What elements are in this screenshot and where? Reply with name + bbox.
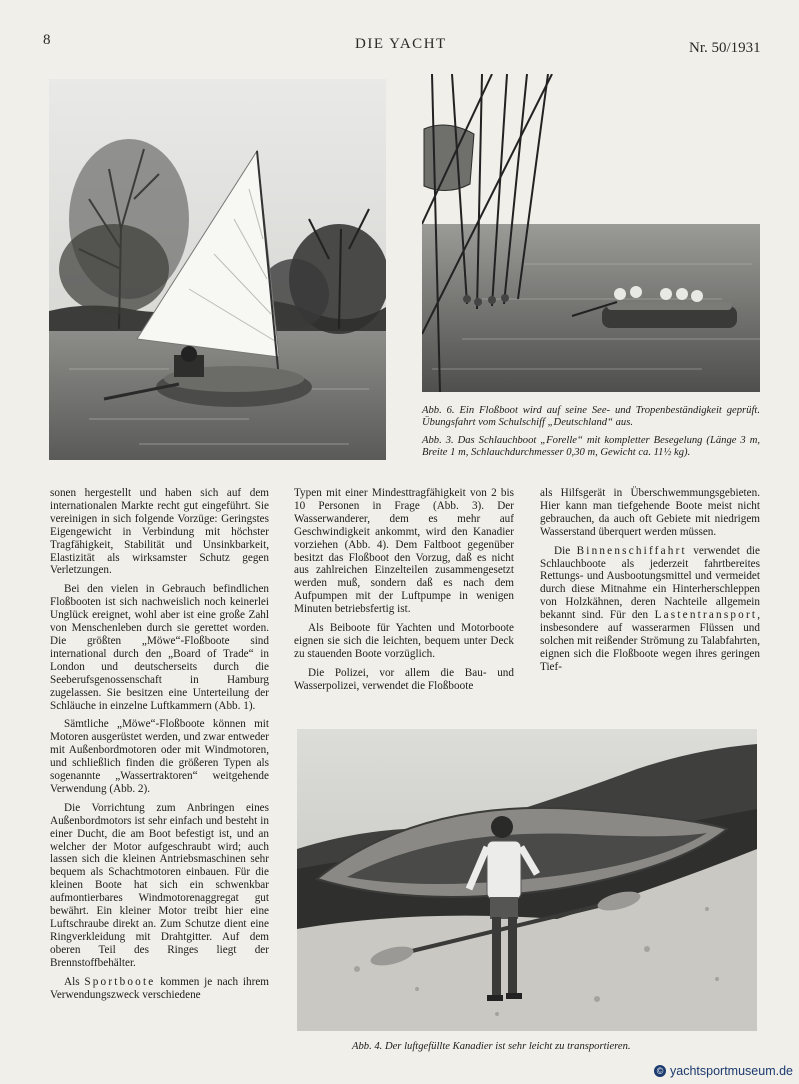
col1-paragraph-5 xyxy=(50,976,269,1002)
col1-paragraph-1: sonen hergestellt und haben sich auf dem internationalen Markte recht gut eingeführt. Sie vereinigen in sich folgende Vorzüge: Geringstes Eigengewicht in Verbindung mit höchster Tragfähigkeit, Stabilität und Unsinkbarkeit, Elastizität als wirksamster Schutz gegen Verletzungen. xyxy=(50,487,269,577)
copyright-icon: © xyxy=(654,1065,666,1077)
col2-paragraph-1: Typen mit einer Mindesttragfähigkeit von 2 bis 10 Personen in Frage (Abb. 3). Der Wasserwanderer, dem es mehr auf Geschwindigkeit ankommt, wird den Kanadier vorziehen (Abb. 4). Dem Faltboot gegenüber besitzt das Floßboot den Vorzug, daß es nicht aus zahlreichen Einzelteilen zusammengesetzt werden muß, sondern daß es nach dem Aufpumpen mit der Luftpumpe in wenigen Minuten betriebsfertig ist. xyxy=(294,487,514,616)
col1-p5-rest: kommen je nach ihrem Verwendungszweck verschiedene xyxy=(50,975,269,1001)
col2-paragraph-2: Als Beiboote für Yachten und Motorboote eignen sie sich die leichten, bequem unter Deck zu stauenden Boote vorzüglich. xyxy=(294,622,514,660)
caption-abb6: Abb. 6. Ein Floßboot wird auf seine See- und Tropenbeständigkeit geprüft. Übungsfahrt vom Schulschiff „Deutschland“ aus. xyxy=(422,405,760,428)
col3-p2-spaced: Binnenschiffahrt xyxy=(576,544,687,557)
rigging-boat-illustration xyxy=(422,74,760,392)
watermark xyxy=(654,1064,793,1078)
page-title: DIE YACHT xyxy=(355,36,447,52)
col2-paragraph-3: Die Polizei, vor allem die Bau- und Wasserpolizei, verwendet die Floßboote xyxy=(294,666,514,692)
photo-man-with-canoe xyxy=(297,729,757,1031)
photo-sailing-dinghy xyxy=(49,79,386,460)
col3-p2-prefix: Die xyxy=(554,544,577,557)
photo-ship-rigging xyxy=(422,74,760,392)
col3-paragraph-1: als Hilfsgerät in Überschwemmungsgebieten. Hier kann man tiefgehende Boote meist nicht gebrauchen, da auch oft Gebiete mit niedrigem Wasserstand überquert werden müssen. xyxy=(540,487,760,538)
col1-p5-spaced: Sportboote xyxy=(84,975,156,988)
col3-p2-rest: verwendet die Schlauchboote als jederzeit fahrtbereites Rettungs- und Ausbootungsmittel und vermeidet durch diese Mitnahme ein Hinterherschleppen von Holzkähnen, deren Nachteile allgemein bekannt sind. Für den xyxy=(540,544,760,622)
watermark-text: yachtsportmuseum.de xyxy=(670,1064,793,1078)
page-number: 8 xyxy=(43,32,51,48)
col1-paragraph-4: Die Vorrichtung zum Anbringen eines Außenbordmotors ist sehr einfach und besteht in einer Ducht, die am Boot befestigt ist, und an welcher der Motor aufgeschraubt wird; auch lassen sich die kleinen Antriebsmaschinen sehr bequem als Schachtmotoren einbauen. Für die kleinen Boote hat sich ein schwenkbar aufmontierbares Windmotorenaggregat gut bewährt. Ein kleiner Motor treibt hier eine Luftschraube direkt an. Zum Schutze dient eine Ringverkleidung mit Drahtgitter. Auf dem oberen Teil des Ringes liegt der Brennstoffbehälter. xyxy=(50,801,269,969)
caption-block-upper xyxy=(422,405,760,465)
col3-paragraph-2 xyxy=(540,545,760,674)
col1-paragraph-3: Sämtliche „Möwe“-Floßboote können mit Motoren ausgerüstet werden, und zwar entweder mit Außenbordmotoren oder mit Windmotoren, und schließlich finden die größeren Typen als sogenannte „Wassertraktoren“ weitgehende Verwendung (Abb. 2). xyxy=(50,718,269,795)
text-column-1 xyxy=(50,487,269,1007)
text-column-3 xyxy=(540,487,760,680)
canoe-carry-illustration xyxy=(297,729,757,1031)
text-column-2 xyxy=(294,487,514,699)
sailing-dinghy-illustration xyxy=(49,79,386,460)
col1-paragraph-2: Bei den vielen in Gebrauch befindlichen Floßbooten ist sich nachweislich noch keinerlei Unglück ereignet, wohl aber ist eine große Zahl von Menschenleben durch sie gerettet worden. Die größten „Möwe“-Floßboote sind international durch den „Board of Trade“ in London und deutscherseits durch die Seeberufsgenossenschaft in Hamburg zugelassen. Sie besitzen eine Unterteilung der Schläuche in einzelne Luftkammern (Abb. 1). xyxy=(50,583,269,712)
col3-p2-spaced2: Lastentransport xyxy=(654,609,758,622)
caption-abb4: Abb. 4. Der luftgefüllte Kanadier ist sehr leicht zu transportieren. xyxy=(352,1041,631,1052)
issue-number: Nr. 50/1931 xyxy=(689,40,761,56)
col1-p5-prefix: Als xyxy=(64,975,85,988)
col3-p2-rest2: , insbesondere auf wasserarmen Flüssen und solchen mit reißender Strömung zu Talabfahrten, eignen sich die Floßboote wegen ihres geringen Tief- xyxy=(540,609,760,673)
caption-abb3: Abb. 3. Das Schlauchboot „Forelle“ mit kompletter Besegelung (Länge 3 m, Breite 1 m, Schlauchdurchmesser 0,30 m, Gewicht ca. 11½ kg). xyxy=(422,435,760,458)
